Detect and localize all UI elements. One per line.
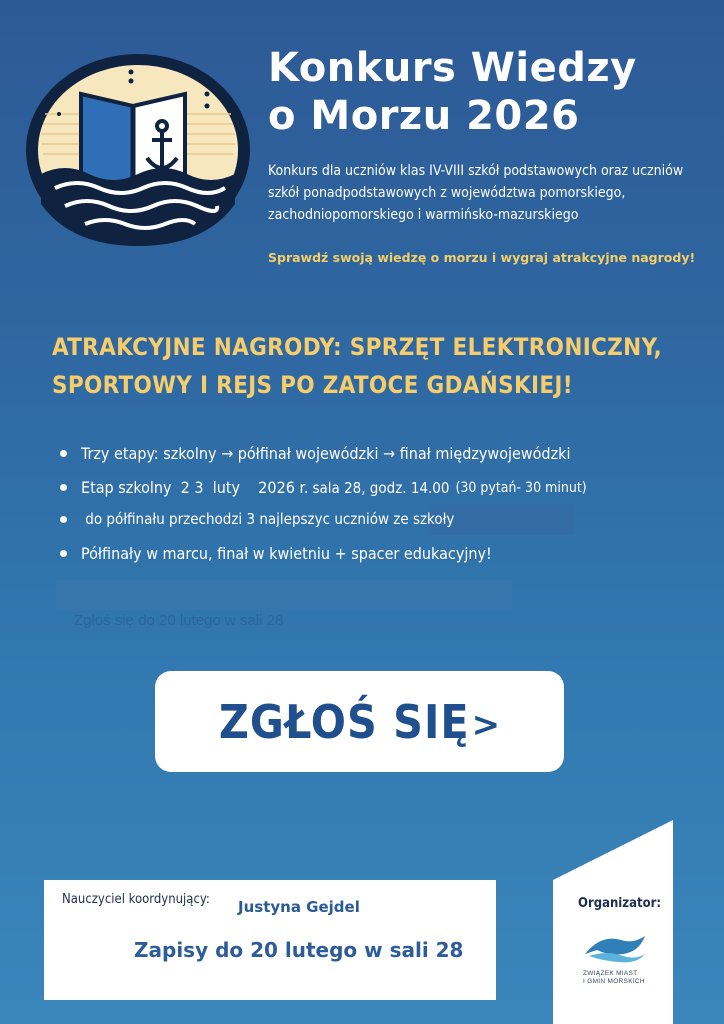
- bullet-icon: [60, 550, 67, 557]
- coordinator-name: Justyna Gejdel: [238, 898, 360, 916]
- subtitle: Konkurs dla uczniów klas IV-VIII szkół podstawowych oraz uczniów szkół ponadpodstawowych z województwa pomorskiego, zachodniopomorskiego i warmińsko-mazurskiego: [268, 163, 684, 223]
- list-item-extra: (30 pytań- 30 minut): [455, 479, 587, 496]
- coordinator-label: Nauczyciel koordynujący:: [62, 892, 210, 907]
- list-item-text: do półfinału przechodzi 3 najlepszyc uczniów ze szkoły: [81, 510, 455, 528]
- organizer-panel-shape: [553, 820, 673, 1024]
- prizes-heading: [52, 328, 692, 404]
- tagline: Sprawdź swoją wiedzę o morzu i wygraj atrakcyjne nagrody!: [268, 250, 696, 265]
- page-title: [268, 44, 708, 140]
- registration-info: Zapisy do 20 lutego w sali 28: [134, 938, 464, 962]
- faded-box: [56, 580, 512, 610]
- organizer-name-line-1: ZWIĄZEK MIAST: [583, 970, 638, 977]
- list-item-detail: sala 28, godz. 14.00: [312, 478, 450, 497]
- list-item: [60, 444, 570, 463]
- prizes-line-2: SPORTOWY I REJS PO ZATOCE GDAŃSKIEJ!: [52, 371, 573, 399]
- list-item-text: Trzy etapy: szkolny → półfinał wojewódzki → finał międzywojewódzki: [81, 444, 571, 463]
- list-item-text: Półfinały w marcu, finał w kwietniu + spacer edukacyjny!: [81, 544, 492, 563]
- faded-registration-text: Zgłoś się do 20 lutego w sali 28: [74, 612, 284, 629]
- chevron-right-icon: >: [471, 704, 501, 745]
- bullet-icon: [60, 450, 67, 457]
- list-item-text: Etap szkolny 2 3 luty 2026 r.: [81, 478, 309, 497]
- organizer-name-line-2: I GMIN MORSKICH: [583, 978, 645, 985]
- contest-logo: [25, 54, 251, 246]
- title-line-1: Konkurs Wiedzy: [268, 45, 637, 91]
- prizes-line-1: ATRAKCYJNE NAGRODY: SPRZĘT ELEKTRONICZNY,: [52, 333, 662, 361]
- bullet-icon: [60, 484, 67, 491]
- list-item: [60, 478, 587, 497]
- register-button[interactable]: [155, 671, 564, 772]
- bullet-icon: [60, 516, 67, 523]
- title-line-2: o Morzu 2026: [268, 93, 580, 139]
- organizer-panel: [553, 820, 673, 1024]
- register-button-label: ZGŁOŚ SIĘ: [218, 694, 470, 749]
- coordinator-box: [44, 880, 496, 1000]
- list-item: [60, 544, 492, 563]
- list-item: [60, 510, 454, 528]
- wave-logo-icon: [583, 930, 647, 964]
- organizer-label: Organizator:: [578, 896, 662, 911]
- organizer-name: [583, 970, 653, 986]
- book-anchor-waves-icon: [25, 54, 251, 246]
